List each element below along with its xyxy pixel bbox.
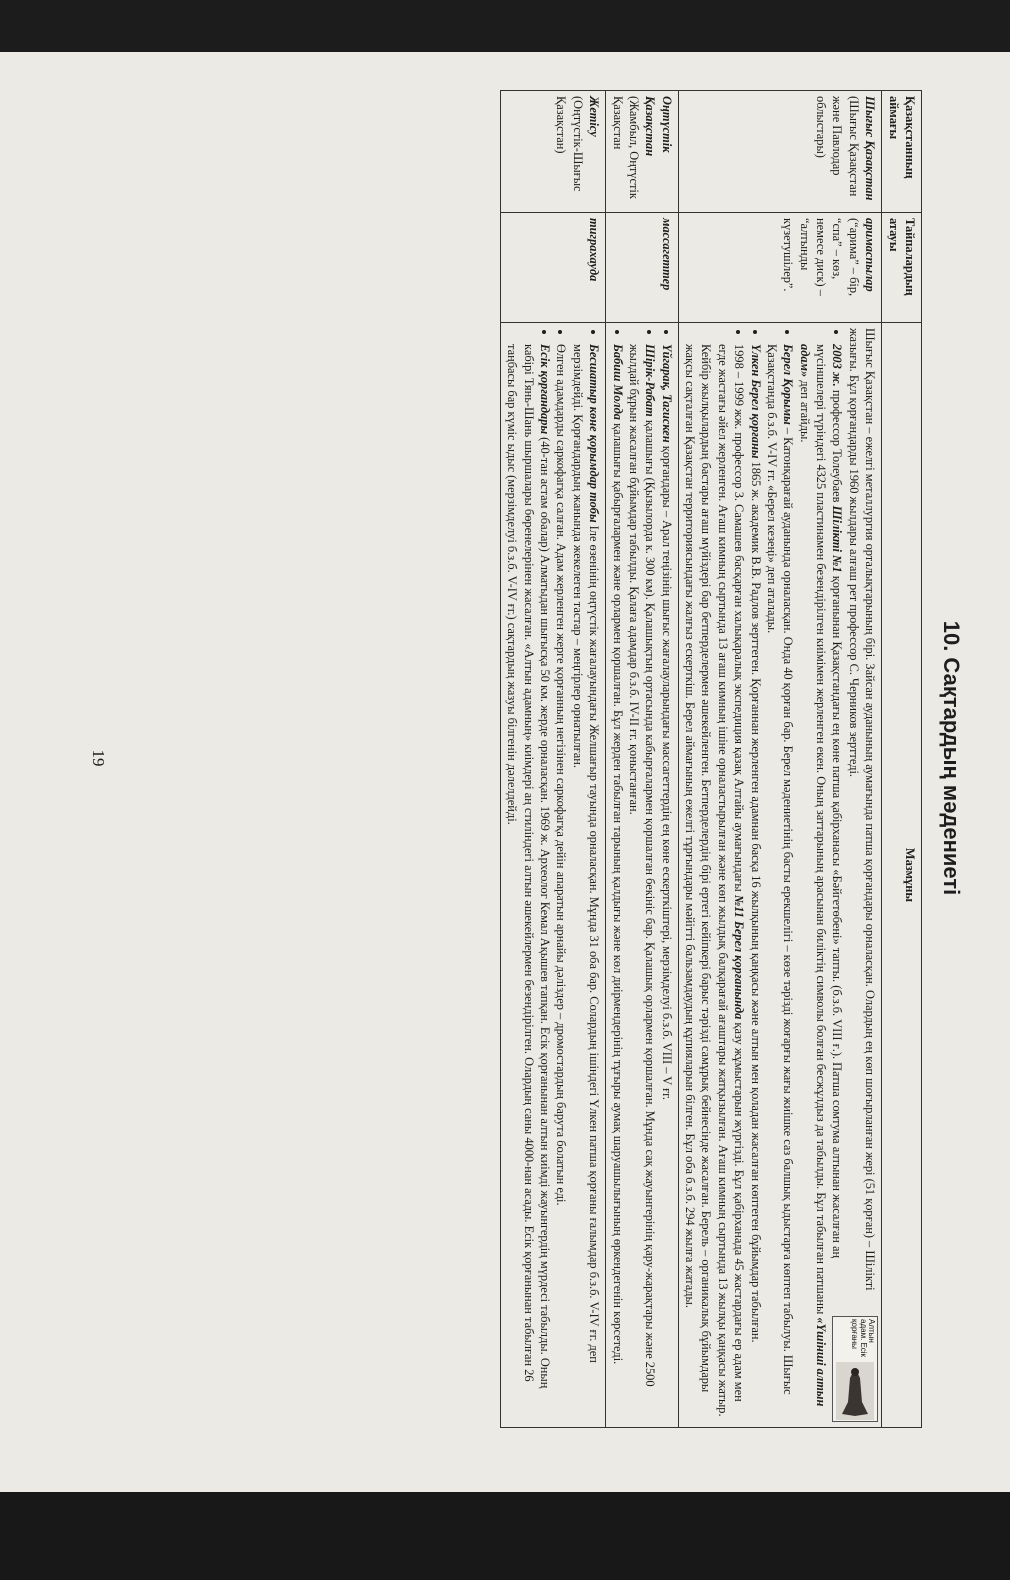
list-item: • 1998 – 1999 жж. профессор З. Самашев басқарған халықаралық экспедиция қазақ Алтайы аумағындағы №11 Берел қорғанында қазу жұмыстарын жүргізді. Бұл қабірханада 45 жастардағы ер адам мен егде жастағы әйел жерленген. Ағаш кимның сыртында 13 ағаш кимның ішіне орналастырылған және көп жылдық балқарағай ағаштары жатқызылған. Ағаш кимның сыртында 13 жылқы қаңқасы жатыр. Кейбір жылқылардың бастары ағаш мүйіздері бар бетперделермен әшекейленген. Бетперделердің бірі ертегі кейіпкері барыс тәрізді самұрық бейнесінде жасалған. Берель – органикалық бұйымдары жақсы сақталған Қазақстан территориясындағы жалғыз ескерткіш. Берел аймағының ежелгі тұрғындары мәйітті бальзамдаудың құпияларын білген. Бұл оба б.з.б. 294 жылға жатады. (682, 344, 748, 1422)
tribe-name: тиграхауда (587, 218, 602, 282)
bullet-list (504, 328, 602, 1422)
intro-text: Шығыс Қазақстан – ежелгі металлургия орталықтарының бірі. Зайсан ауданының аумағында патша қорғандары орналасқан. Олардың ең көп шоғырланған жері (51 қорған) – Шілікті жазығы. Бұл қорғандарды 1960 жылдары алғаш рет профессор С. Черников зерттеді. (846, 328, 878, 1291)
region-cell (678, 91, 882, 213)
tribe-cell (678, 213, 882, 323)
table-row (678, 91, 882, 1428)
bullet-list (609, 328, 675, 1422)
region-cell (606, 91, 679, 213)
region-cell (501, 91, 606, 213)
region-sub: (Шығыс Қазақстан және Павлодар облыстары) (814, 96, 861, 197)
list-item: • Берел Қорымы – Катонқарағай ауданында орналасқан. Онда 40 қорған бар. Берел мәдениетінің басты ерекшелігі – көзе тәрізді жоғарғы жағы жиішке саз балшық ыдыстарға көптеп табылуы. Шығыс Қазақстанда б.з.б. V-IV ғг. «Берел кезеңі» деп аталады. (764, 344, 797, 1422)
list-item: • Шірік-Рабат қалашығы (Қызылорда к. 300 км). Қалашықтың ортасында кабырғалармен қоршалған бекініс бар. Қалашық орлармен қоршалған. Мұнда сақ жауынгерінің қару-жарақтары және 2500 жылдай бұрын жасалған бұйымдар табылды. Қалаға адамдар б.з.б. IV-II ғг. қоныстанған. (626, 344, 659, 1422)
region-name: Оңтүстік Қазақстан (643, 96, 674, 157)
list-item: • Есік қорғандары (40-тан астам обалар) Алматыдан шығысқа 50 км. жерде орналасқан. 1969 ж. Археолог Кемал Ақышев тапқан. Есік қорғанынан алтын киімді жауынгердің мүрдесі табылды. Оның кабірі Тянь-Шань шыршалары бөренелерінен жасалған. «Алтын адамның» киімдері аң стиліндегі алтын әшекейлермен безендірілген. Олардың саны 4000-нан асады. Есік қорғанынан табылған 26 таңбасы бар күміс ыдыс (мерзімделуі б.з.б. V-IV ғг.) сақтардың жазуы білгенін дәлелдейді. (504, 344, 553, 1422)
tribe-name: массагеттер (659, 218, 674, 291)
content-cell (501, 323, 606, 1428)
list-item: • Өлген адамдарды саркофагқа салған. Адам жерленген жерге қорғанның негізінен саркофагқа дейін апаратын арнайы дәліздер – дромостардың барута болатын еді. (553, 344, 569, 1422)
region-name: Жетісу (587, 96, 602, 137)
list-item: • Бесшатыр көне қорымдар тобы Іле өзенінің оңтүстік жағалауындағы Желшағыр тауында орналасқан. Мұнда 31 оба бар. Солардың ішіндегі Үлкен патша қорғаны ғалымдар б.з.б. V-IV ғг. деп мерзімдейді. Қорғандардың жанында жекелеген тастар – меңгірлер орнатылған. (570, 344, 603, 1422)
golden-man-figure (832, 1316, 878, 1422)
table-row (501, 91, 606, 1428)
list-item: • Үйгарақ, Тагискен қорғандары – Арал теңізінің шығыс жағалауларындағы массагеттердің ең көне ескерткіштері, мерзімделуі б.з.б. VIII – V ғг. (658, 344, 674, 1422)
header-tribe: Тайпалардың атауы (882, 213, 922, 323)
list-item: • Үлкен Берел қорғаны 1865 ж. академик В.В. Радлов зерттеген. Қорғаннан жерленген адамнан басқа 16 жылқының қаңқасы және алтын мен қоладан жасалған көптеген бұйымдар табылған. (747, 344, 763, 1422)
tribe-note: (“арима” – бір, “спа” – көз, немесе диск) – “алтынды күзетушілер”. (781, 218, 861, 297)
bullet-list (682, 328, 846, 1422)
region-sub: (Жамбыл, Оңтүстік Қазақстан (610, 96, 641, 199)
header-content: Мазмұны (882, 323, 922, 1428)
rotated-textbook-page (70, 78, 970, 1438)
page-number: 19 (89, 749, 108, 767)
header-region: Қазақстанның аймағы (882, 91, 922, 213)
page-heading: 10. Сақтардың мәдениеті (939, 620, 964, 896)
table-row (606, 91, 679, 1428)
region-sub: (Оңтүстік-Шығыс Қазақстан) (554, 96, 585, 192)
tribe-cell (606, 213, 679, 323)
golden-man-icon (833, 1361, 877, 1421)
content-cell (606, 323, 679, 1428)
table-header-row (882, 91, 922, 1428)
list-item: • Бабиш Молда қалашығы қабырғалармен және орлармен қоршалған. Бұл жерден табылған тарының қалдығы және көл диірмендерінің тұғыры аумақ шаруашылығының өркендегенін көрсетеді. (609, 344, 625, 1422)
culture-table (500, 90, 922, 1428)
figure-caption: Алтын адам. Есік қорғаны (850, 1319, 877, 1358)
content-cell (678, 323, 882, 1428)
dark-top-margin (0, 0, 1010, 52)
tribe-cell (501, 213, 606, 323)
region-name: Шығыс Қазақстан (863, 96, 878, 201)
list-item: • 2003 ж. профессор Толеубаев Шілікті №1 қорғанынан Қазақстандағы ең көне патша қабірханасы «Бәйгетөбені» тапты. (б.з.б. VIII ғ.). Патша сомтума алтынан жасалған аң мүсіншелері түріндегі 4325 пластинамен безендірілген киімімен жерленген екен. Оның заттарының арасынан биліктің символы болған бесжұлдыз да табылды. Бұл табылған патшаны «Үшінші алтын адам» деп атайды. (796, 344, 845, 1422)
dark-bottom-margin (0, 1492, 1010, 1580)
tribe-name: аримаспылар (863, 218, 878, 292)
